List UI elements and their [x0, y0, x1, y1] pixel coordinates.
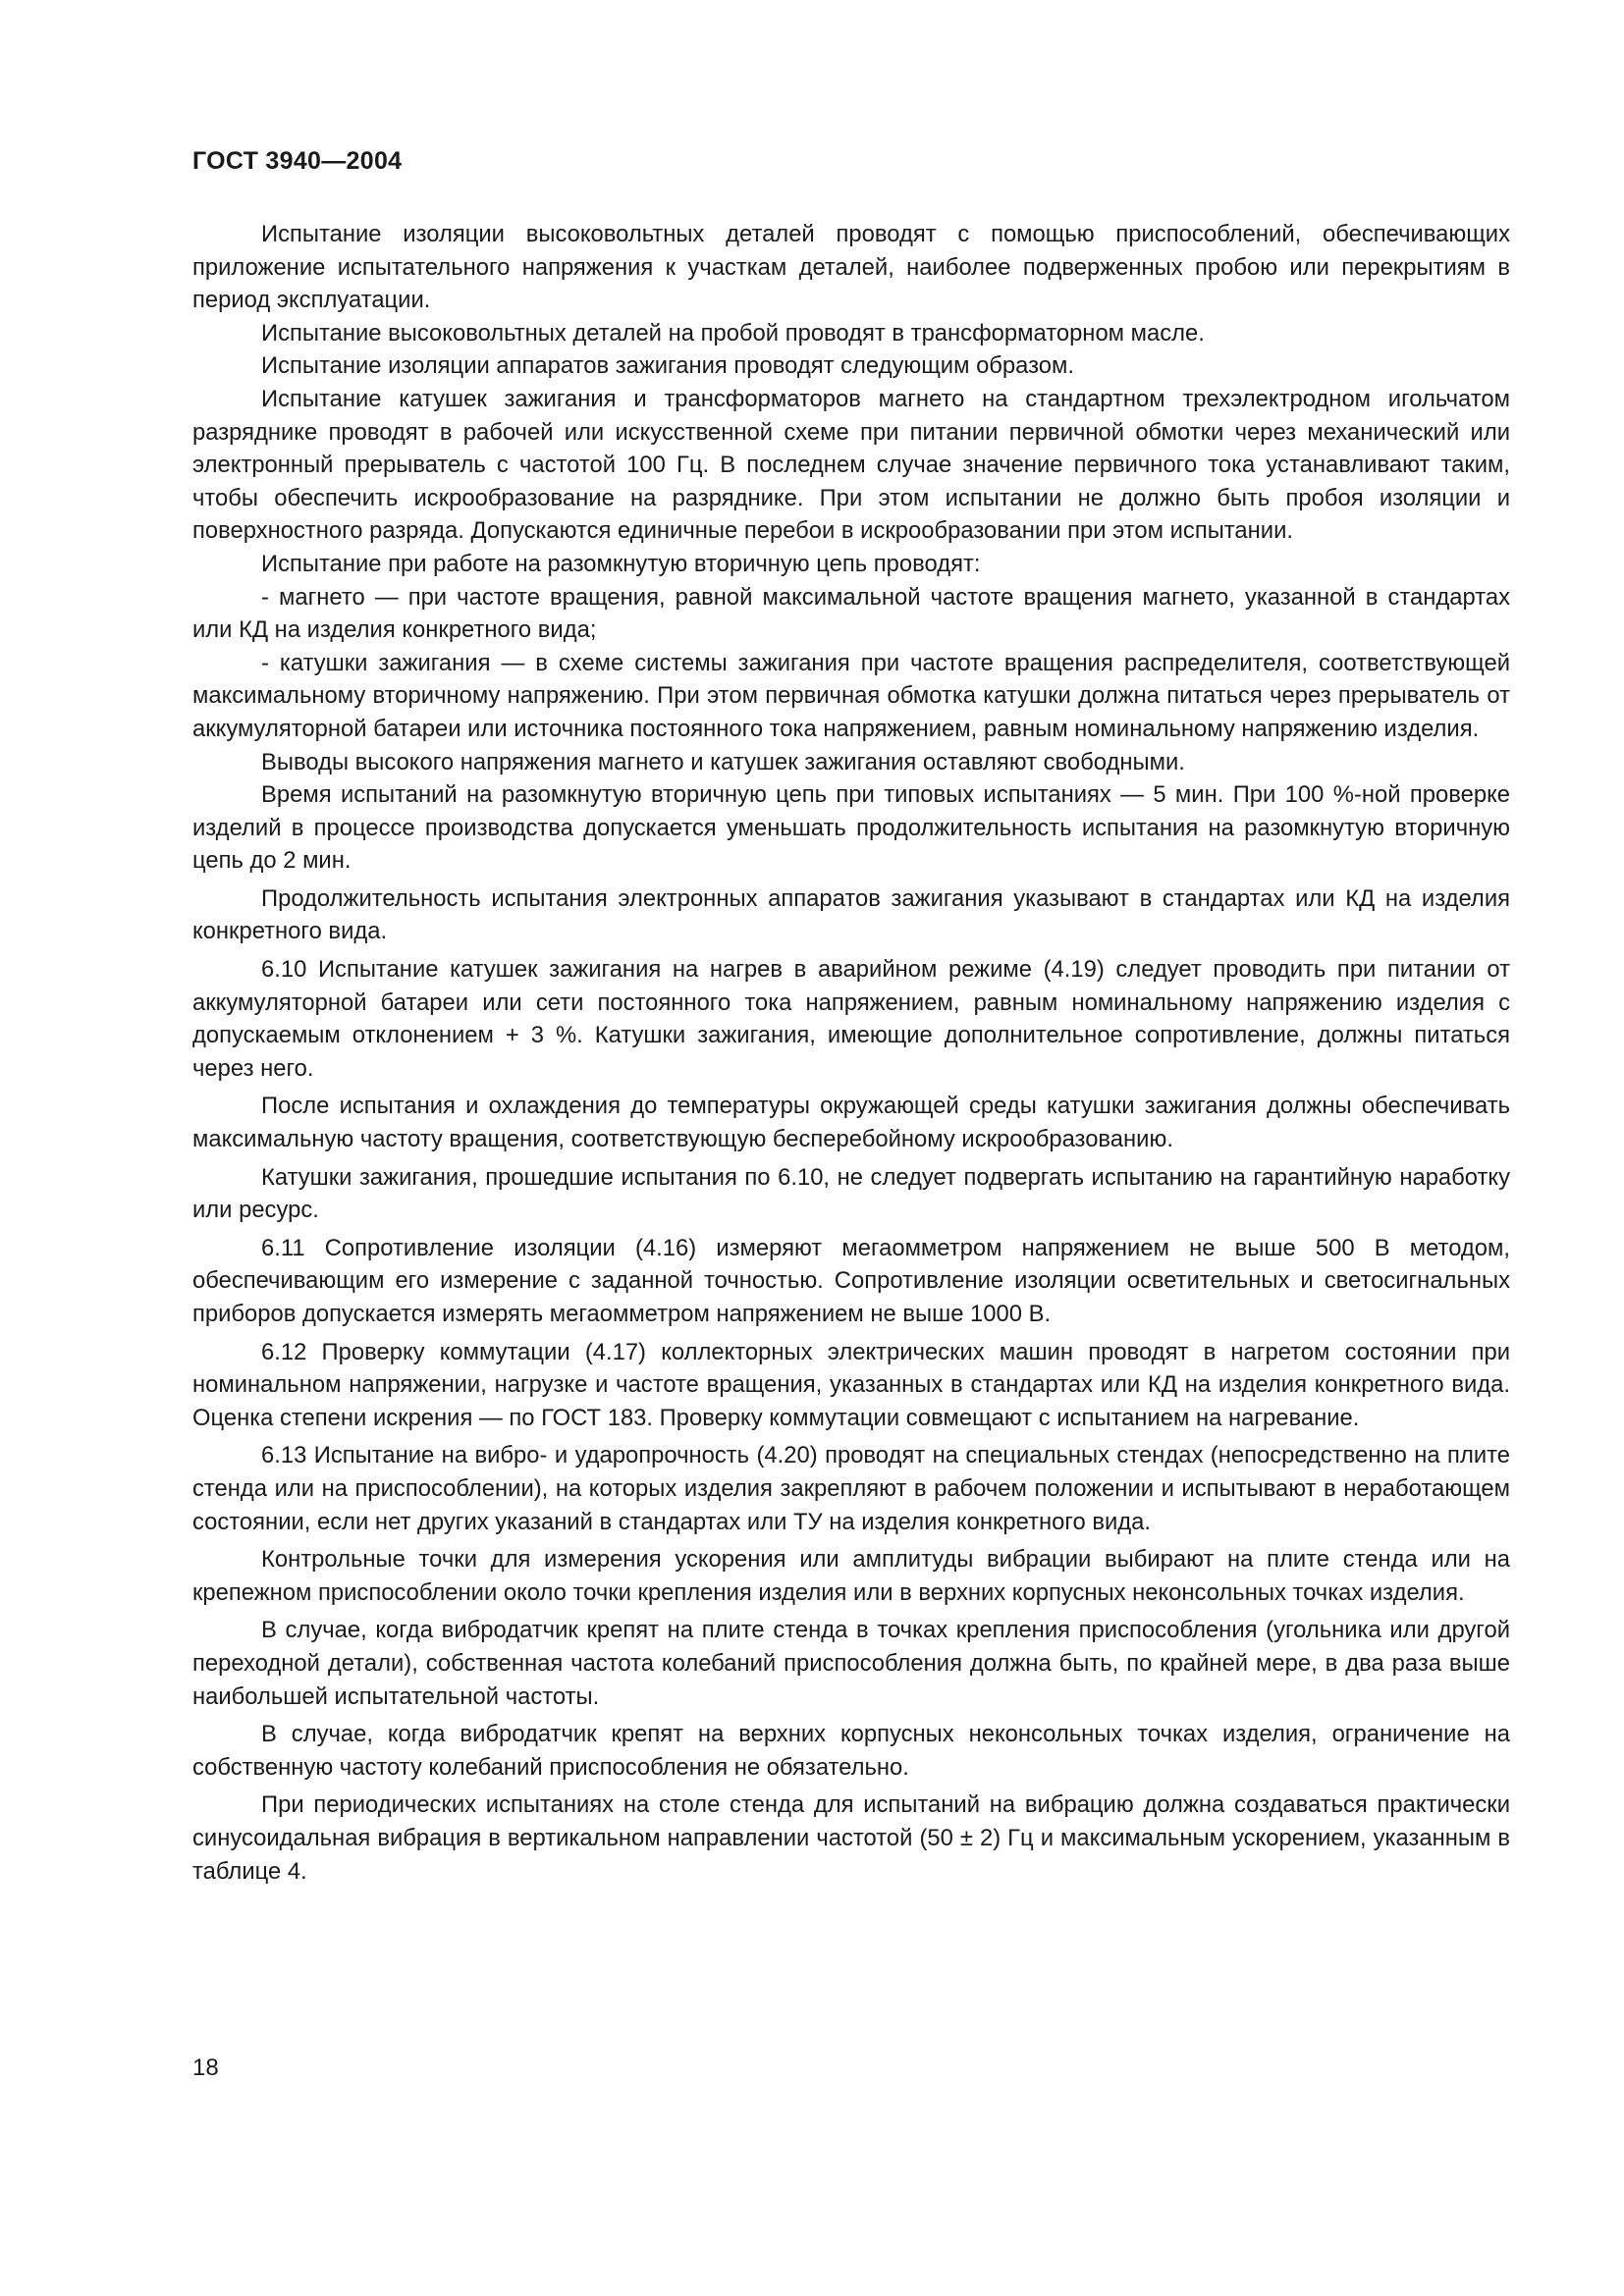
list-item: - катушки зажигания — в схеме системы зажигания при частоте вращения распределителя, соответствующей максимальному вторичному напряжению. При этом первичная обмотка катушки должна питаться через прерыватель от аккумуляторной батареи или источника постоянного тока напряжением, равным номинальному напряжению изделия. — [192, 649, 1510, 742]
paragraph: Продолжительность испытания электронных аппаратов зажигания указывают в стандартах или КД на изделия конкретного вида. — [192, 884, 1510, 945]
paragraph: В случае, когда вибродатчик крепят на верхних корпусных неконсольных точках изделия, ограничение на собственную частоту колебаний приспособления не обязательно. — [192, 1721, 1510, 1781]
section-6-10: 6.10 Испытание катушек зажигания на нагрев в аварийном режиме (4.19) следует проводить при питании от аккумуляторной батареи или сети постоянного тока напряжением, равным номинальному напряжению изделия с допускаемым отклонением + 3 %. Катушки зажигания, имеющие дополнительное сопротивление, должны питаться через него. — [192, 956, 1510, 1082]
paragraph: Выводы высокого напряжения магнето и катушек зажигания оставляют свободными. — [261, 748, 1185, 775]
paragraph: Испытание при работе на разомкнутую вторичную цепь проводят: — [261, 550, 981, 577]
list-item: - магнето — при частоте вращения, равной максимальной частоте вращения магнето, указанной в стандартах или КД на изделия конкретного вида; — [192, 583, 1510, 644]
document-body — [192, 218, 1510, 1888]
paragraph: Испытание изоляции высоковольтных деталей проводят с помощью приспособлений, обеспечивающих приложение испытательного напряжения к участкам деталей, наиболее подверженных пробою или перекрытиям в период эксплуатации. — [192, 221, 1510, 314]
page-number: 18 — [192, 2055, 219, 2081]
section-6-13: 6.13 Испытание на вибро- и ударопрочность (4.20) проводят на специальных стендах (непосредственно на плите стенда или на приспособлении), на которых изделия закрепляют в рабочем положении и испытывают в неработающем состоянии, если нет других указаний в стандартах или ТУ на изделия конкретного вида. — [192, 1442, 1510, 1535]
paragraph: Время испытаний на разомкнутую вторичную цепь при типовых испытаниях — 5 мин. При 100 %-ной проверке изделий в процессе производства допускается уменьшать продолжительность испытания на разомкнутую вторичную цепь до 2 мин. — [192, 781, 1510, 875]
standard-header: ГОСТ 3940—2004 — [192, 147, 403, 175]
paragraph: При периодических испытаниях на столе стенда для испытаний на вибрацию должна создаваться практически синусоидальная вибрация в вертикальном направлении частотой (50 ± 2) Гц и максимальным ускорением, указанным в таблице 4. — [192, 1791, 1510, 1885]
section-6-12: 6.12 Проверку коммутации (4.17) коллекторных электрических машин проводят в нагретом состоянии при номинальном напряжении, нагрузке и частоте вращения, указанных в стандартах или КД на изделия конкретного вида. Оценка степени искрения — по ГОСТ 183. Проверку коммутации совмещают с испытанием на нагревание. — [192, 1338, 1510, 1431]
paragraph: Контрольные точки для измерения ускорения или амплитуды вибрации выбирают на плите стенда или на крепежном приспособлении около точки крепления изделия или в верхних корпусных неконсольных точках изделия. — [192, 1546, 1510, 1606]
paragraph: После испытания и охлаждения до температуры окружающей среды катушки зажигания должны обеспечивать максимальную частоту вращения, соответствующую бесперебойному искрообразованию. — [192, 1093, 1510, 1153]
paragraph: Испытание высоковольтных деталей на пробой проводят в трансформаторном масле. — [261, 319, 1205, 347]
paragraph: Испытание изоляции аппаратов зажигания проводят следующим образом. — [261, 352, 1074, 380]
section-6-11: 6.11 Сопротивление изоляции (4.16) измеряют мегаомметром напряжением не выше 500 В методом, обеспечивающим его измерение с заданной точностью. Сопротивление изоляции осветительных и светосигнальных приборов допускается измерять мегаомметром напряжением не выше 1000 В. — [192, 1234, 1510, 1327]
paragraph: В случае, когда вибродатчик крепят на плите стенда в точках крепления приспособления (угольника или другой переходной детали), собственная частота колебаний приспособления должна быть, по крайней мере, в два раза выше наибольшей испытательной частоты. — [192, 1617, 1510, 1710]
paragraph: Катушки зажигания, прошедшие испытания по 6.10, не следует подвергать испытанию на гарантийную наработку или ресурс. — [192, 1163, 1510, 1224]
paragraph: Испытание катушек зажигания и трансформаторов магнето на стандартном трехэлектродном игольчатом разряднике проводят в рабочей или искусственной схеме при питании первичной обмотки через механический или электронный прерыватель с частотой 100 Гц. В последнем случае значение первичного тока устанавливают таким, чтобы обеспечить искрообразование на разряднике. При этом испытании не должно быть пробоя изоляции и поверхностного разряда. Допускаются единичные перебои в искрообразовании при этом испытании. — [192, 385, 1510, 545]
